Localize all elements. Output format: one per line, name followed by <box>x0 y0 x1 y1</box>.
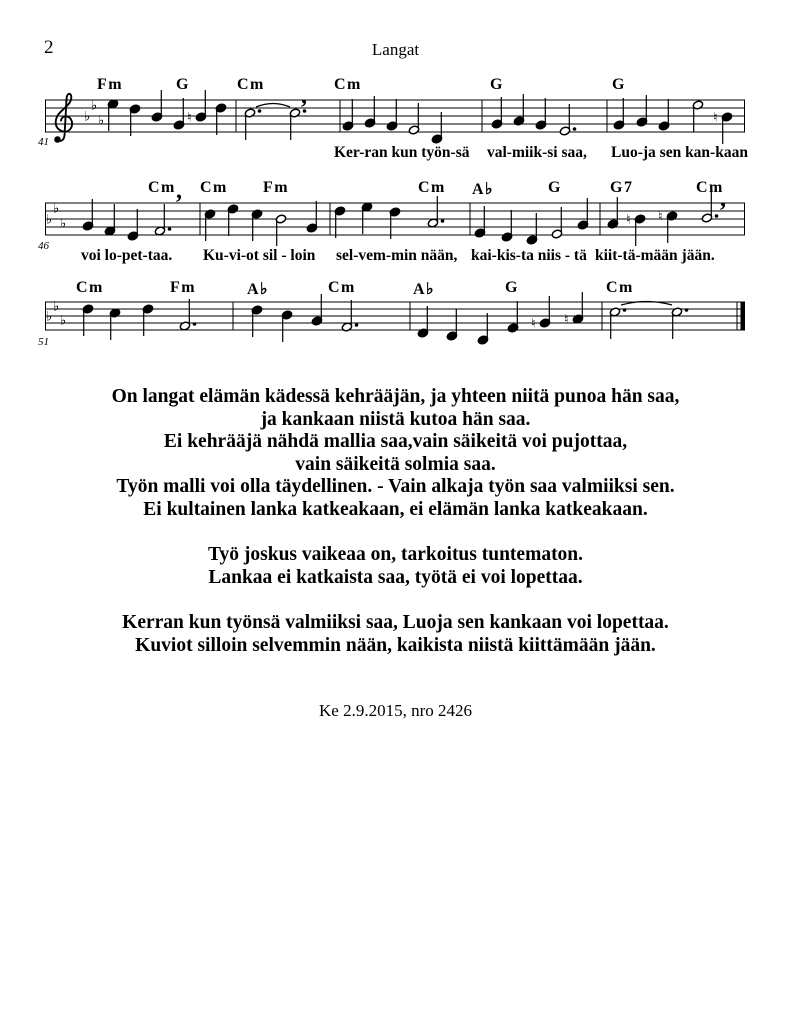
augmentation-dot <box>573 127 577 131</box>
chord-label: G <box>505 279 519 296</box>
natural-accidental-icon: ♮ <box>564 312 569 328</box>
breath-comma: , <box>301 83 307 109</box>
verse-line: Kerran kun työnsä valmiiksi saa, Luoja sen kankaan voi lopettaa. <box>122 611 669 633</box>
lyric-text: Ku-vi-ot sil - loin <box>203 247 316 264</box>
augmentation-dot <box>715 214 719 218</box>
augmentation-dot <box>355 323 359 327</box>
page-title: Langat <box>371 40 420 59</box>
chord-label: G <box>490 76 504 93</box>
augmentation-dot <box>623 308 627 312</box>
breath-comma: , <box>720 186 726 212</box>
chord-label: Fm <box>97 76 124 93</box>
key-signature-flat-icon: ♭ <box>53 201 60 217</box>
augmentation-dot <box>441 219 445 223</box>
chord-label: Fm <box>170 279 197 296</box>
key-signature-flat-icon: ♭ <box>98 113 105 129</box>
footer-date-line: Ke 2.9.2015, nro 2426 <box>319 701 472 720</box>
chord-label: A♭ <box>472 181 495 198</box>
lyric-text: voi lo-pet-taa. <box>81 247 173 264</box>
chord-label: G <box>612 76 626 93</box>
chord-label: Cm <box>418 179 446 196</box>
treble-clef-icon <box>56 94 72 141</box>
natural-accidental-icon: ♮ <box>531 316 536 332</box>
verse-line: Lankaa ei katkaista saa, työtä ei voi lopettaa. <box>208 566 583 588</box>
lyric-text: kai-kis-ta niis - tä <box>471 247 587 264</box>
measure-number: 51 <box>38 336 49 348</box>
natural-accidental-icon: ♮ <box>658 209 663 225</box>
augmentation-dot <box>168 227 172 231</box>
chord-label: Cm <box>237 76 265 93</box>
verse-line: On langat elämän kädessä kehrääjän, ja yhteen niitä punoa hän saa, <box>111 386 680 407</box>
music-notation <box>0 0 791 380</box>
chord-label: G <box>176 76 190 93</box>
augmentation-dot <box>193 322 197 326</box>
treble-clef-icon <box>54 136 61 143</box>
key-signature-flat-icon: ♭ <box>60 313 67 329</box>
verse-line: Ei kultainen lanka katkeakaan, ei elämän lanka katkeakaan. <box>143 498 648 520</box>
verse-line: Työn malli voi olla täydellinen. - Vain alkaja työn saa valmiiksi sen. <box>116 476 675 498</box>
key-signature-flat-icon: ♭ <box>84 109 91 125</box>
chord-label: A♭ <box>413 281 436 298</box>
key-signature-flat-icon: ♭ <box>46 212 53 228</box>
natural-accidental-icon: ♮ <box>713 110 718 126</box>
natural-accidental-icon: ♮ <box>626 212 631 228</box>
verse-line: Ei kehrääjä nähdä mallia saa,vain säikeitä voi pujottaa, <box>163 431 628 453</box>
final-barline-thick <box>741 302 746 330</box>
verse-line: ja kankaan niistä kutoa hän saa. <box>260 408 531 430</box>
page-number: 2 <box>44 37 54 58</box>
augmentation-dot <box>685 308 689 312</box>
augmentation-dot <box>258 109 262 113</box>
chord-label: Cm <box>328 279 356 296</box>
chord-label: Cm <box>606 279 634 296</box>
measure-number: 46 <box>38 240 49 252</box>
key-signature-flat-icon: ♭ <box>91 98 98 114</box>
lyric-text: kiit-tä-mään jään. <box>595 247 715 264</box>
key-signature-flat-icon: ♭ <box>60 216 67 232</box>
key-signature-flat-icon: ♭ <box>46 309 53 325</box>
chord-label: Cm <box>696 179 724 196</box>
verse-line: vain säikeitä solmia saa. <box>295 453 496 475</box>
chord-label: G7 <box>610 179 634 196</box>
lyric-text: Luo-ja sen kan-kaan <box>611 144 748 161</box>
verse-line: Kuviot silloin selvemmin nään, kaikista niistä kiittämään jään. <box>135 634 656 656</box>
chord-label: Cm <box>148 179 176 196</box>
natural-accidental-icon: ♮ <box>187 110 192 126</box>
lyric-text: Ker-ran kun työn-sä <box>334 144 470 161</box>
verse-line <box>0 522 791 545</box>
chord-label: Fm <box>263 179 290 196</box>
augmentation-dot <box>303 109 307 113</box>
verse-block <box>0 386 791 657</box>
chord-label: Cm <box>334 76 362 93</box>
chord-label: A♭ <box>247 281 270 298</box>
verse-line <box>0 589 791 612</box>
chord-label: G <box>548 179 562 196</box>
chord-label: Cm <box>200 179 228 196</box>
lyric-text: sel-vem-min nään, <box>336 247 458 264</box>
tie-slur <box>256 104 290 108</box>
lyric-text: val-miik-si saa, <box>487 144 587 161</box>
verse-line: Työ joskus vaikeaa on, tarkoitus tuntematon. <box>207 544 584 566</box>
key-signature-flat-icon: ♭ <box>53 299 60 315</box>
breath-comma: , <box>176 178 182 204</box>
chord-label: Cm <box>76 279 104 296</box>
measure-number: 41 <box>38 136 49 148</box>
